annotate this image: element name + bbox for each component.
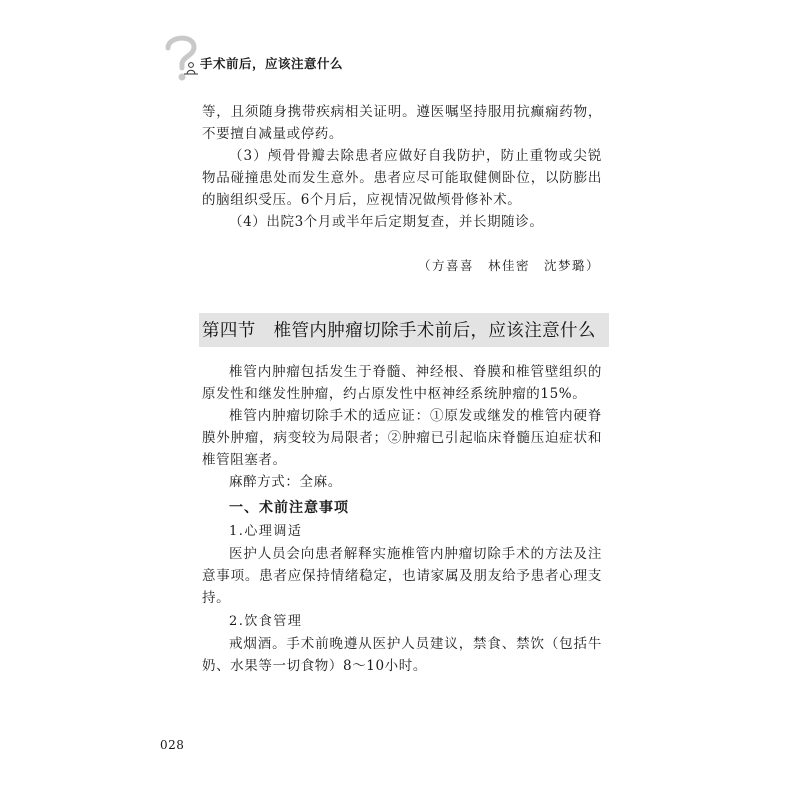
- item-heading: 2.饮食管理: [229, 614, 303, 629]
- running-title: 手术前后，应该注意什么: [200, 56, 344, 71]
- paragraph: 椎管内肿瘤包括发生于脊髓、神经根、脊膜和椎管壁组织的原发性和继发性肿瘤，约占原发性中枢神经系统肿瘤的15%。: [202, 364, 602, 402]
- paragraph: 等，且须随身携带疾病相关证明。遵医嘱坚持服用抗癫痫药物，不要擅自减量或停药。: [202, 104, 602, 142]
- paragraph: 戒烟酒。手术前晚遵从医护人员建议，禁食、禁饮（包括牛奶、水果等一切食物）8～10小时。: [202, 636, 602, 674]
- section-banner: [199, 313, 609, 347]
- paragraph: （3）颅骨骨瓣去除患者应做好自我防护，防止重物或尖锐物品碰撞患处而发生意外。患者应尽可能取健侧卧位，以防膨出的脑组织受压。6个月后，应视情况做颅骨修补术。: [202, 148, 602, 208]
- running-header: [160, 30, 620, 86]
- subsection-heading: 一、术前注意事项: [229, 500, 349, 516]
- item-heading: 1.心理调适: [229, 524, 303, 539]
- paragraph: 麻醉方式：全麻。: [229, 474, 342, 490]
- section-body: [202, 361, 602, 677]
- paragraph: 医护人员会向患者解释实施椎管内肿瘤切除手术的方法及注意事项。患者应保持情绪稳定，也请家属及朋友给予患者心理支持。: [202, 546, 602, 606]
- author-attribution: （方喜喜 林佳密 沈梦璐）: [417, 258, 600, 273]
- paragraph: （4）出院3个月或半年后定期复查，并长期随诊。: [229, 214, 544, 230]
- page-number: 028: [160, 738, 185, 752]
- paragraph: 椎管内肿瘤切除手术的适应证：①原发或继发的椎管内硬脊膜外肿瘤，病变较为局限者；②肿瘤已引起临床脊髓压迫症状和椎管阻塞者。: [202, 408, 602, 468]
- section-title: 第四节 椎管内肿瘤切除手术前后，应该注意什么: [202, 321, 596, 341]
- top-text-block: [202, 101, 602, 233]
